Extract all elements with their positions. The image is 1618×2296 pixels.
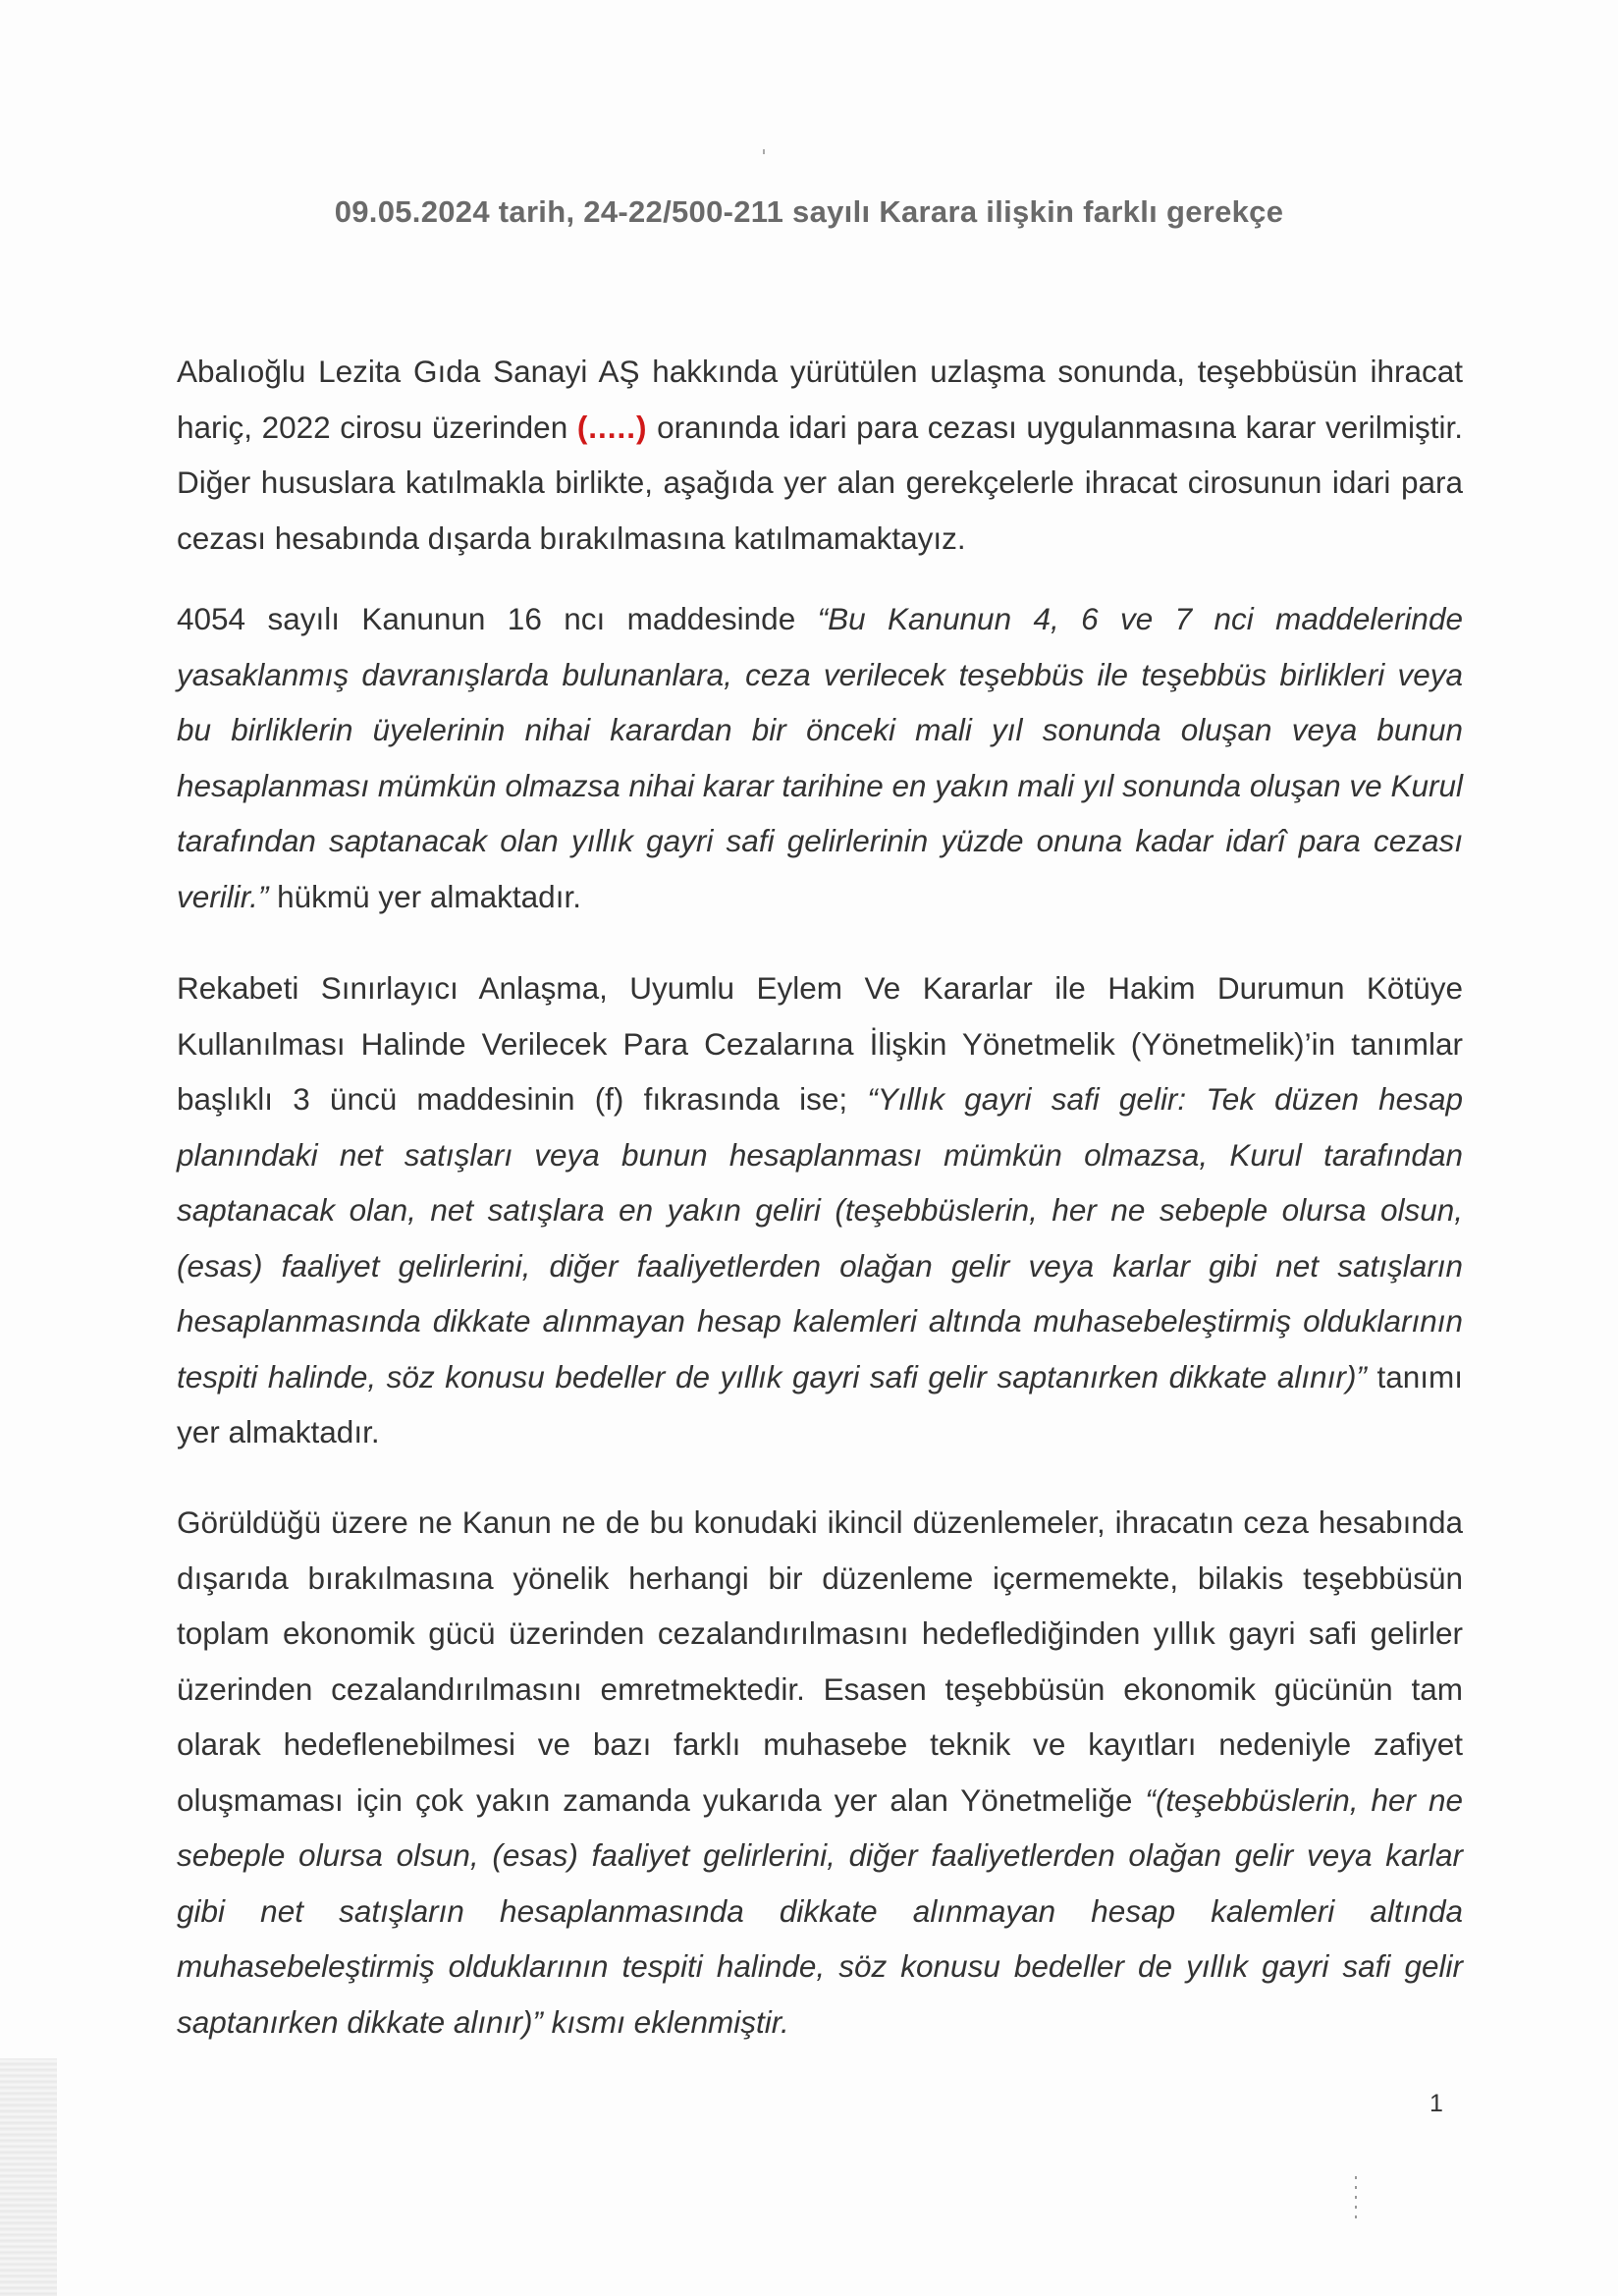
paragraph-1-text-after: oranında idari para cezası uygulanmasına karar verilmiştir. Diğer hususlara katılmakla birlikte, aşağıda yer alan gerekçelerle ihracat cirosunun idari para cezası hesabında dışarda bırakılmasına katılmamaktayız. bbox=[177, 409, 1463, 556]
regulation-definition-quote: “Yıllık gayri safi gelir: Tek düzen hesap planındaki net satışları veya bunun hesaplanması mümkün olmazsa, Kurul tarafından saptanacak olan, net satışlara en yakın geliri (teşebbüslerin, her ne sebeple olursa olsun, (esas) faaliyet gelirlerini, diğer faaliyetlerden olağan gelir veya karlar gibi net satışların hesaplanmasında dikkate alınmayan hesap kalemleri altında muhasebeleştirmiş olduklarının tespiti halinde, söz konusu bedeller de yıllık gayri safi gelir saptanırken dikkate alınır)” bbox=[177, 1081, 1463, 1394]
regulation-amendment-quote: “(teşebbüslerin, her ne sebeple olursa olsun, (esas) faaliyet gelirlerini, diğer faaliyetlerden olağan gelir veya karlar gibi net satışların hesaplanmasında dikkate alınmayan hesap kalemleri altında muhasebeleştirmiş olduklarının tespiti halinde, söz konusu bedeller de yıllık gayri safi gelir saptanırken dikkate alınır)” kısmı eklenmiştir. bbox=[177, 1781, 1464, 2040]
scan-edge-artifact bbox=[0, 2058, 57, 2296]
paragraph-2-intro: 4054 sayılı Kanunun 16 ncı maddesinde bbox=[177, 601, 818, 636]
paragraph-3 bbox=[177, 960, 1463, 1460]
paragraph-4-text: Görüldüğü üzere ne Kanun ne de bu konudaki ikincil düzenlemeler, ihracatın ceza hesabında dışarıda bırakılmasına yönelik herhangi bir düzenleme içermemekte, bilakis teşebbüsün toplam ekonomik gücü üzerinden cezalandırılmasını hedeflediğinden yıllık gayri safi gelirler üzerinden cezalandırılmasını emretmektedir. Esasen teşebbüsün ekonomik gücünün tam olarak hedeflenebilmesi ve bazı farklı muhasebe teknik ve kayıtları nedeniyle zafiyet oluşmaması için çok yakın zamanda yukarıda yer alan Yönetmeliğe bbox=[177, 1504, 1463, 1818]
page-number: 1 bbox=[1429, 2090, 1443, 2117]
paragraph-1 bbox=[177, 344, 1463, 566]
law-article-quote: “Bu Kanunun 4, 6 ve 7 nci maddelerinde yasaklanmış davranışlarda bulunanlara, ceza verilecek teşebbüs ile teşebbüs birlikleri veya bu birliklerin üyelerinin nihai karardan bir önceki mali yıl sonunda oluşan veya bunun hesaplanması mümkün olmazsa nihai karar tarihine en yakın mali yıl sonunda oluşan ve Kurul tarafından saptanacak olan yıllık gayri safi gelirlerinin yüzde onuna kadar idarî para cezası verilir.” bbox=[177, 601, 1463, 914]
paragraph-2-outro: hükmü yer almaktadır. bbox=[268, 878, 581, 914]
paragraph-3-intro: Rekabeti Sınırlayıcı Anlaşma, Uyumlu Eylem Ve Kararlar ile Hakim Durumun Kötüye Kullanılması Halinde Verilecek Para Cezalarına İlişkin Yönetmelik (Yönetmelik)’in tanımlar başlıklı 3 üncü maddesinin (f) fıkrasında ise; bbox=[177, 970, 1463, 1117]
paragraph-2 bbox=[177, 591, 1463, 924]
paragraph-4 bbox=[177, 1495, 1463, 2050]
scan-artifact-mark bbox=[763, 149, 765, 154]
scan-dots-artifact bbox=[1355, 2176, 1357, 2225]
paragraph-3-outro: tanımı yer almaktadır. bbox=[177, 1358, 1463, 1449]
paragraph-1-text-before: Abalıoğlu Lezita Gıda Sanayi AŞ hakkında yürütülen uzlaşma sonunda, teşebbüsün ihracat hariç, 2022 cirosu üzerinden bbox=[177, 354, 1463, 445]
document-title: 09.05.2024 tarih, 24-22/500-211 sayılı Karara ilişkin farklı gerekçe bbox=[334, 194, 1284, 229]
redacted-value: (.....) bbox=[576, 409, 648, 445]
